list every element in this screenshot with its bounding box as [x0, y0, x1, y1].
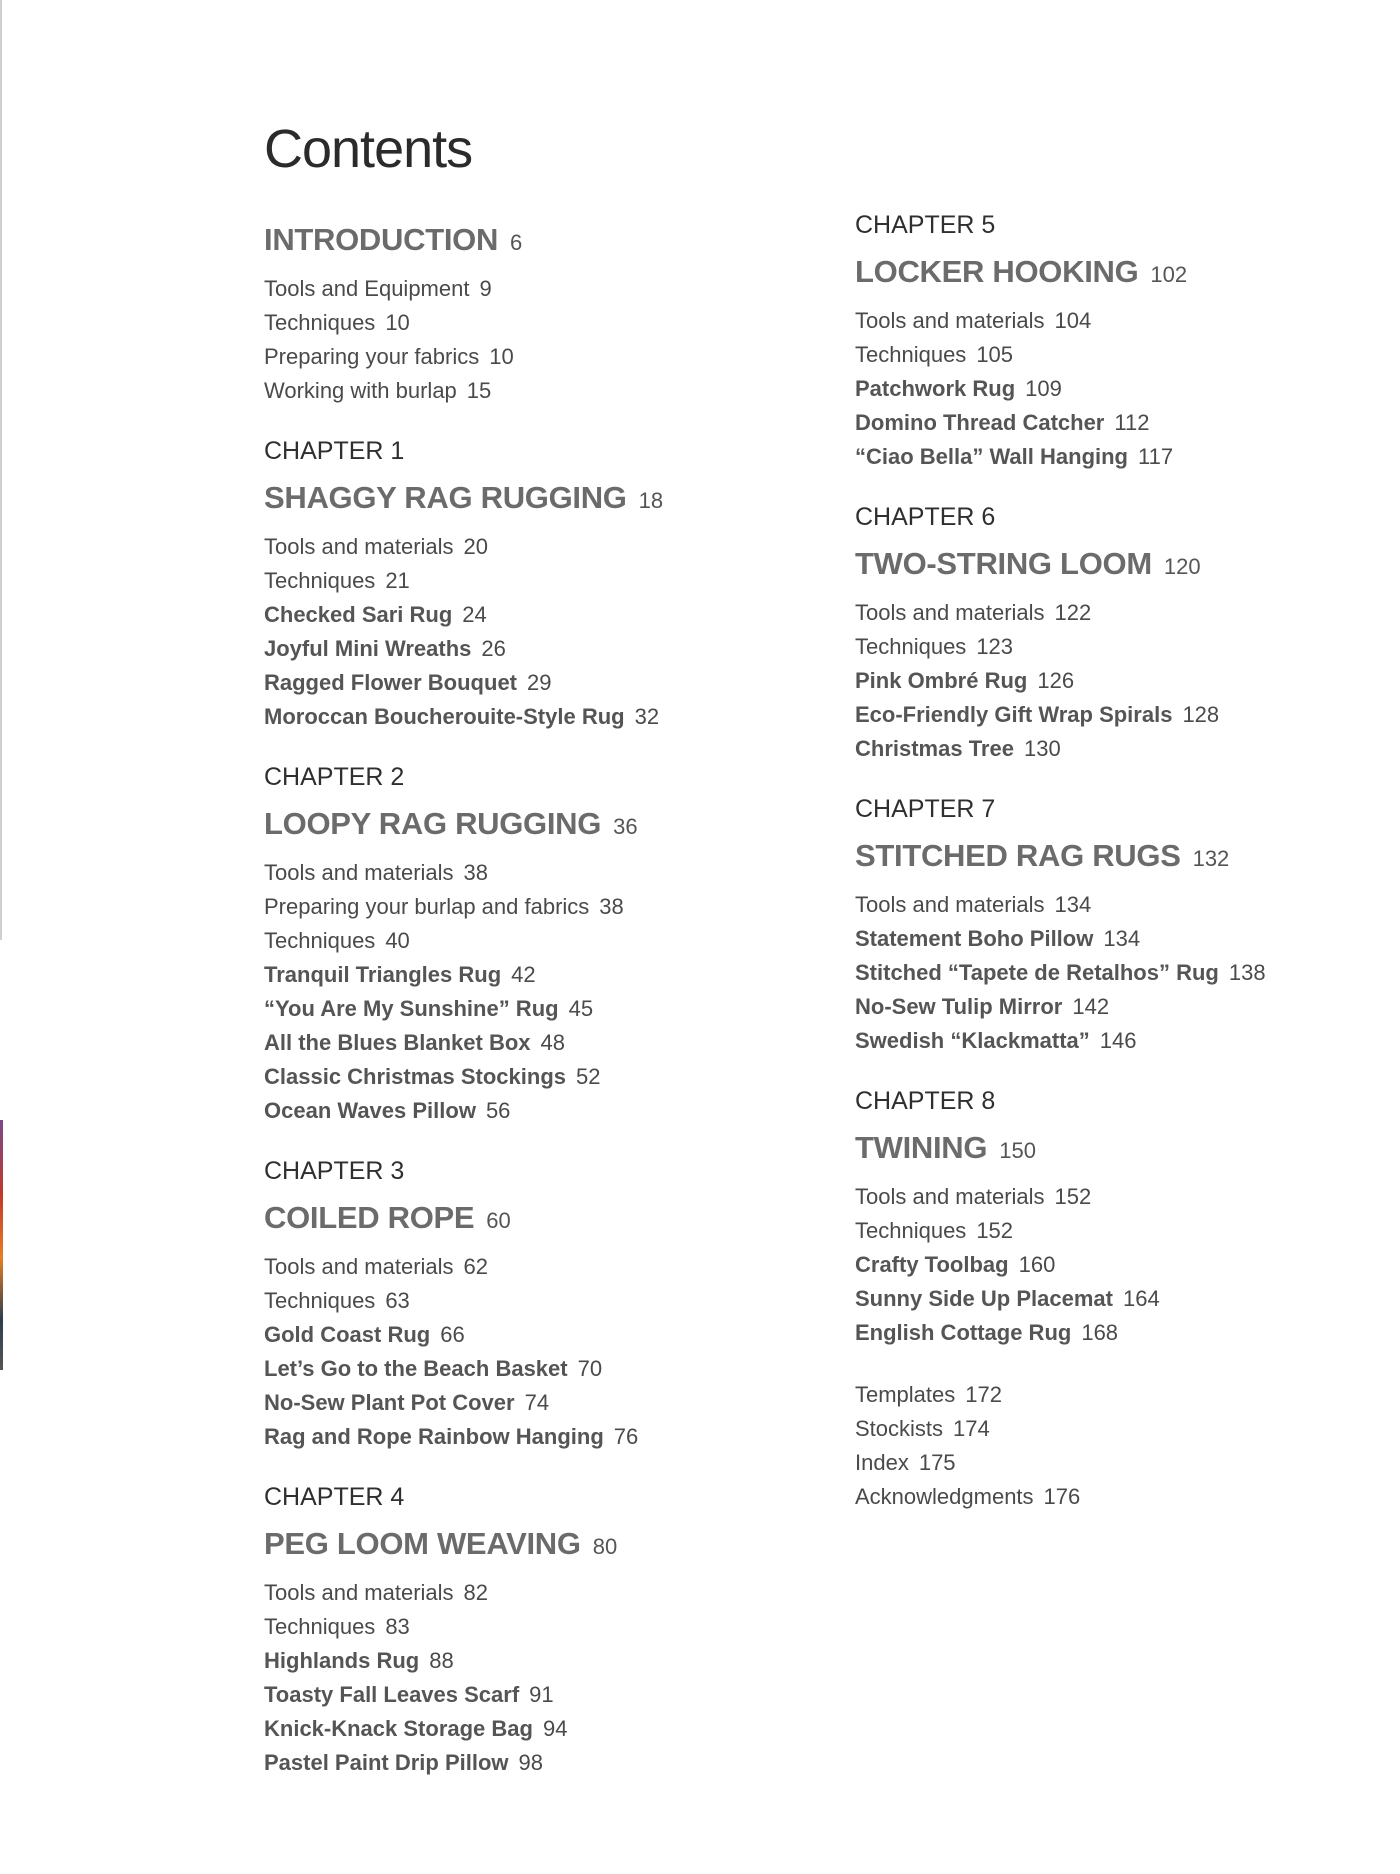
toc-entry[interactable]: [264, 1060, 824, 1094]
toc-entry[interactable]: [264, 1712, 824, 1746]
toc-entry-title: “You Are My Sunshine” Rug: [264, 996, 559, 1021]
toc-entry[interactable]: [264, 856, 824, 890]
section-heading-title: TWINING: [855, 1130, 988, 1165]
toc-entry-page: 91: [529, 1682, 554, 1707]
toc-entry-title: Checked Sari Rug: [264, 602, 453, 627]
toc-entry-title: Moroccan Boucherouite-Style Rug: [264, 704, 625, 729]
toc-entry-title: English Cottage Rug: [855, 1320, 1072, 1345]
toc-entry-title: All the Blues Blanket Box: [264, 1030, 531, 1055]
toc-entry-title: Templates: [855, 1382, 956, 1407]
chapter-label: CHAPTER 2: [264, 763, 405, 791]
toc-entry[interactable]: [264, 1644, 824, 1678]
toc-entry-title: Index: [855, 1450, 909, 1475]
toc-entry-page: 88: [429, 1648, 454, 1673]
toc-entry[interactable]: [264, 1746, 824, 1780]
toc-entry-title: Techniques: [855, 342, 967, 367]
toc-entry-page: 164: [1122, 1286, 1160, 1311]
toc-entry-title: Stitched “Tapete de Retalhos” Rug: [855, 960, 1219, 985]
toc-entry-page: 109: [1025, 376, 1062, 401]
toc-entry-title: Preparing your burlap and fabrics: [264, 894, 590, 919]
toc-entry[interactable]: [855, 956, 1400, 990]
toc-entry-page: 52: [576, 1064, 601, 1089]
toc-entry-page: 76: [613, 1424, 639, 1449]
chapter-label: CHAPTER 1: [264, 437, 405, 465]
section-heading[interactable]: [264, 804, 824, 850]
toc-entry-page: 105: [976, 342, 1014, 367]
chapter-label: CHAPTER 5: [855, 211, 996, 239]
toc-entry-page: 38: [599, 894, 624, 919]
toc-entry-page: 32: [634, 704, 660, 729]
toc-entry-page: 104: [1054, 308, 1092, 333]
toc-entry[interactable]: [264, 598, 824, 632]
section-heading-page: 150: [999, 1138, 1036, 1163]
section-heading-page: 102: [1150, 262, 1188, 287]
toc-section: [855, 794, 1400, 1058]
toc-entry-page: 42: [511, 962, 536, 987]
toc-entry[interactable]: [855, 732, 1400, 766]
toc-column-right: [855, 210, 1400, 1514]
toc-entry-page: 56: [485, 1098, 511, 1123]
toc-entry-title: Joyful Mini Wreaths: [264, 636, 472, 661]
toc-entry-page: 10: [489, 344, 514, 369]
toc-entry-title: Tools and materials: [264, 860, 454, 885]
toc-entry-page: 38: [463, 860, 489, 885]
toc-entry[interactable]: [264, 1318, 824, 1352]
toc-entry[interactable]: [264, 992, 824, 1026]
toc-entry-title: Toasty Fall Leaves Scarf: [264, 1682, 520, 1707]
toc-entry[interactable]: [264, 890, 824, 924]
toc-entry[interactable]: [855, 1024, 1400, 1058]
toc-entry-title: Working with burlap: [264, 378, 457, 403]
toc-entry-title: Rag and Rope Rainbow Hanging: [264, 1424, 604, 1449]
toc-entry-title: Ragged Flower Bouquet: [264, 670, 517, 695]
toc-entry-page: 128: [1182, 702, 1220, 727]
section-heading[interactable]: [855, 836, 1400, 882]
toc-entry-page: 82: [463, 1580, 489, 1605]
toc-section: [264, 220, 824, 408]
toc-entry-page: 15: [466, 378, 492, 403]
section-heading[interactable]: [264, 1198, 824, 1244]
toc-section: [264, 762, 824, 1128]
toc-entry[interactable]: [855, 596, 1400, 630]
toc-entry-page: 152: [976, 1218, 1014, 1243]
toc-entry[interactable]: [264, 1284, 824, 1318]
toc-entry[interactable]: [264, 958, 824, 992]
toc-entry[interactable]: [264, 700, 824, 734]
toc-entry[interactable]: [855, 1180, 1400, 1214]
chapter-label: CHAPTER 4: [264, 1483, 405, 1511]
back-matter-list: [855, 1378, 1400, 1514]
toc-entry-page: 45: [568, 996, 594, 1021]
toc-entry[interactable]: [264, 1352, 824, 1386]
toc-entry-title: Preparing your fabrics: [264, 344, 480, 369]
toc-entry-page: 63: [385, 1288, 410, 1313]
toc-entry-title: No-Sew Tulip Mirror: [855, 994, 1063, 1019]
toc-entry-page: 98: [518, 1750, 543, 1775]
toc-entry-title: Knick-Knack Storage Bag: [264, 1716, 533, 1741]
toc-entry-page: 83: [385, 1614, 410, 1639]
section-heading[interactable]: [855, 544, 1400, 590]
toc-entry-page: 70: [577, 1356, 603, 1381]
toc-entry[interactable]: [855, 630, 1400, 664]
toc-entry-title: Gold Coast Rug: [264, 1322, 431, 1347]
toc-entry-page: 172: [965, 1382, 1002, 1407]
toc-entry[interactable]: [855, 1446, 1400, 1480]
toc-section: [855, 502, 1400, 766]
section-heading-title: LOCKER HOOKING: [855, 254, 1139, 289]
toc-entry-title: Techniques: [264, 928, 376, 953]
toc-entry[interactable]: [264, 1678, 824, 1712]
toc-entry-title: Tools and materials: [264, 1580, 454, 1605]
toc-entry-page: 117: [1138, 444, 1174, 469]
toc-entry[interactable]: [855, 664, 1400, 698]
toc-entry[interactable]: [264, 374, 824, 408]
chapter-label: CHAPTER 3: [264, 1157, 405, 1185]
section-heading-title: STITCHED RAG RUGS: [855, 838, 1181, 873]
section-heading[interactable]: [264, 1524, 824, 1570]
toc-entry-title: Tools and materials: [855, 308, 1045, 333]
toc-entry-page: 21: [385, 568, 410, 593]
toc-entry[interactable]: [855, 888, 1400, 922]
toc-entry[interactable]: [855, 1412, 1400, 1446]
toc-entry-page: 174: [953, 1416, 990, 1441]
toc-entry-page: 176: [1043, 1484, 1081, 1509]
toc-entry-title: Eco-Friendly Gift Wrap Spirals: [855, 702, 1173, 727]
toc-entry-page: 142: [1072, 994, 1110, 1019]
section-heading-page: 18: [638, 488, 664, 513]
toc-entry[interactable]: [855, 304, 1400, 338]
section-heading-title: LOOPY RAG RUGGING: [264, 806, 602, 841]
toc-entry-title: Techniques: [855, 634, 967, 659]
toc-entry[interactable]: [264, 306, 824, 340]
toc-entry-title: Techniques: [264, 1614, 376, 1639]
toc-entry-page: 160: [1018, 1252, 1056, 1277]
toc-entry-title: Tools and materials: [264, 1254, 454, 1279]
toc-entry-title: Christmas Tree: [855, 736, 1014, 761]
toc-entry-title: Classic Christmas Stockings: [264, 1064, 567, 1089]
toc-entry-title: Techniques: [264, 310, 376, 335]
chapter-label: CHAPTER 6: [855, 503, 996, 531]
toc-section: [855, 210, 1400, 474]
toc-entry[interactable]: [855, 440, 1400, 474]
page-title: Contents: [264, 119, 473, 179]
toc-entry-title: Let’s Go to the Beach Basket: [264, 1356, 568, 1381]
toc-entry[interactable]: [855, 338, 1400, 372]
toc-entry-page: 122: [1054, 600, 1092, 625]
toc-entry-title: “Ciao Bella” Wall Hanging: [855, 444, 1128, 469]
toc-entry-page: 10: [385, 310, 410, 335]
toc-entry[interactable]: [264, 530, 824, 564]
toc-entry-title: Stockists: [855, 1416, 944, 1441]
toc-entry[interactable]: [264, 1094, 824, 1128]
toc-entry-page: 9: [479, 276, 492, 301]
toc-entry-page: 112: [1114, 410, 1150, 435]
toc-entry-page: 40: [385, 928, 410, 953]
toc-entry-title: Techniques: [264, 568, 376, 593]
toc-entry-title: Domino Thread Catcher: [855, 410, 1105, 435]
toc-entry-page: 126: [1037, 668, 1075, 693]
section-heading-title: INTRODUCTION: [264, 222, 499, 257]
section-heading[interactable]: [264, 478, 824, 524]
toc-entry-page: 168: [1081, 1320, 1119, 1345]
toc-entry[interactable]: [264, 1386, 824, 1420]
toc-entry[interactable]: [855, 1480, 1400, 1514]
chapter-label: CHAPTER 7: [855, 795, 996, 823]
toc-entry-title: Crafty Toolbag: [855, 1252, 1009, 1277]
toc-entry-title: Patchwork Rug: [855, 376, 1016, 401]
toc-entry-page: 94: [542, 1716, 568, 1741]
toc-entry-title: Tranquil Triangles Rug: [264, 962, 502, 987]
section-heading-title: PEG LOOM WEAVING: [264, 1526, 581, 1561]
section-heading-page: 36: [613, 814, 638, 839]
toc-section: [264, 436, 824, 734]
toc-entry-title: Ocean Waves Pillow: [264, 1098, 476, 1123]
section-heading-page: 132: [1192, 846, 1230, 871]
toc-entry[interactable]: [264, 340, 824, 374]
toc-entry-title: Pastel Paint Drip Pillow: [264, 1750, 509, 1775]
toc-entry[interactable]: [264, 1576, 824, 1610]
toc-entry-page: 138: [1228, 960, 1266, 985]
toc-entry-page: 26: [481, 636, 506, 661]
section-heading[interactable]: [855, 1128, 1400, 1174]
toc-entry-title: Tools and materials: [264, 534, 454, 559]
toc-entry-title: Statement Boho Pillow: [855, 926, 1094, 951]
chapter-label: CHAPTER 8: [855, 1087, 996, 1115]
section-heading-title: TWO-STRING LOOM: [855, 546, 1152, 581]
section-heading[interactable]: [264, 220, 824, 266]
section-heading-page: 60: [486, 1208, 511, 1233]
toc-entry[interactable]: [264, 272, 824, 306]
toc-entry-page: 62: [463, 1254, 489, 1279]
toc-entry[interactable]: [855, 1248, 1400, 1282]
toc-entry-page: 48: [540, 1030, 565, 1055]
toc-entry[interactable]: [855, 406, 1400, 440]
toc-entry-page: 134: [1103, 926, 1141, 951]
toc-entry[interactable]: [855, 698, 1400, 732]
section-heading-page: 80: [592, 1534, 618, 1559]
toc-entry[interactable]: [855, 1378, 1400, 1412]
toc-entry-page: 74: [524, 1390, 550, 1415]
toc-entry-title: Tools and Equipment: [264, 276, 470, 301]
section-heading-title: SHAGGY RAG RUGGING: [264, 480, 627, 515]
toc-column-left: [264, 220, 824, 1808]
toc-entry-title: No-Sew Plant Pot Cover: [264, 1390, 515, 1415]
toc-entry-page: 175: [918, 1450, 956, 1475]
toc-entry-title: Acknowledgments: [855, 1484, 1034, 1509]
toc-entry[interactable]: [264, 1026, 824, 1060]
toc-entry-page: 24: [462, 602, 487, 627]
toc-section: [264, 1482, 824, 1780]
toc-entry[interactable]: [855, 1316, 1400, 1350]
toc-entry-page: 134: [1054, 892, 1092, 917]
page-edge-line: [0, 0, 2, 940]
page-edge-color-strip: [0, 1120, 3, 1370]
toc-entry-title: Swedish “Klackmatta”: [855, 1028, 1090, 1053]
toc-entry[interactable]: [264, 1610, 824, 1644]
toc-entry-title: Techniques: [855, 1218, 967, 1243]
toc-entry-title: Tools and materials: [855, 1184, 1045, 1209]
toc-entry[interactable]: [264, 632, 824, 666]
section-heading-title: COILED ROPE: [264, 1200, 475, 1235]
toc-entry-page: 152: [1054, 1184, 1092, 1209]
toc-entry-title: Highlands Rug: [264, 1648, 420, 1673]
toc-entry-title: Tools and materials: [855, 892, 1045, 917]
section-heading-page: 120: [1163, 554, 1201, 579]
toc-entry[interactable]: [855, 922, 1400, 956]
toc-entry-page: 146: [1099, 1028, 1137, 1053]
toc-entry[interactable]: [264, 1250, 824, 1284]
toc-section: [264, 1156, 824, 1454]
toc-entry-title: Tools and materials: [855, 600, 1045, 625]
toc-entry[interactable]: [855, 1282, 1400, 1316]
toc-entry-title: Techniques: [264, 1288, 376, 1313]
toc-entry-page: 66: [440, 1322, 465, 1347]
toc-entry[interactable]: [855, 990, 1400, 1024]
toc-section: [855, 1086, 1400, 1350]
toc-entry-page: 20: [463, 534, 489, 559]
toc-entry-page: 123: [976, 634, 1014, 659]
toc-entry[interactable]: [264, 564, 824, 598]
toc-entry[interactable]: [855, 1214, 1400, 1248]
toc-entry-title: Sunny Side Up Placemat: [855, 1286, 1113, 1311]
toc-entry-title: Pink Ombré Rug: [855, 668, 1028, 693]
toc-entry[interactable]: [264, 666, 824, 700]
toc-entry[interactable]: [264, 1420, 824, 1454]
toc-entry-page: 29: [527, 670, 552, 695]
toc-entry[interactable]: [264, 924, 824, 958]
section-heading-page: 6: [510, 230, 523, 255]
toc-entry[interactable]: [855, 372, 1400, 406]
toc-entry-page: 130: [1023, 736, 1061, 761]
section-heading[interactable]: [855, 252, 1400, 298]
